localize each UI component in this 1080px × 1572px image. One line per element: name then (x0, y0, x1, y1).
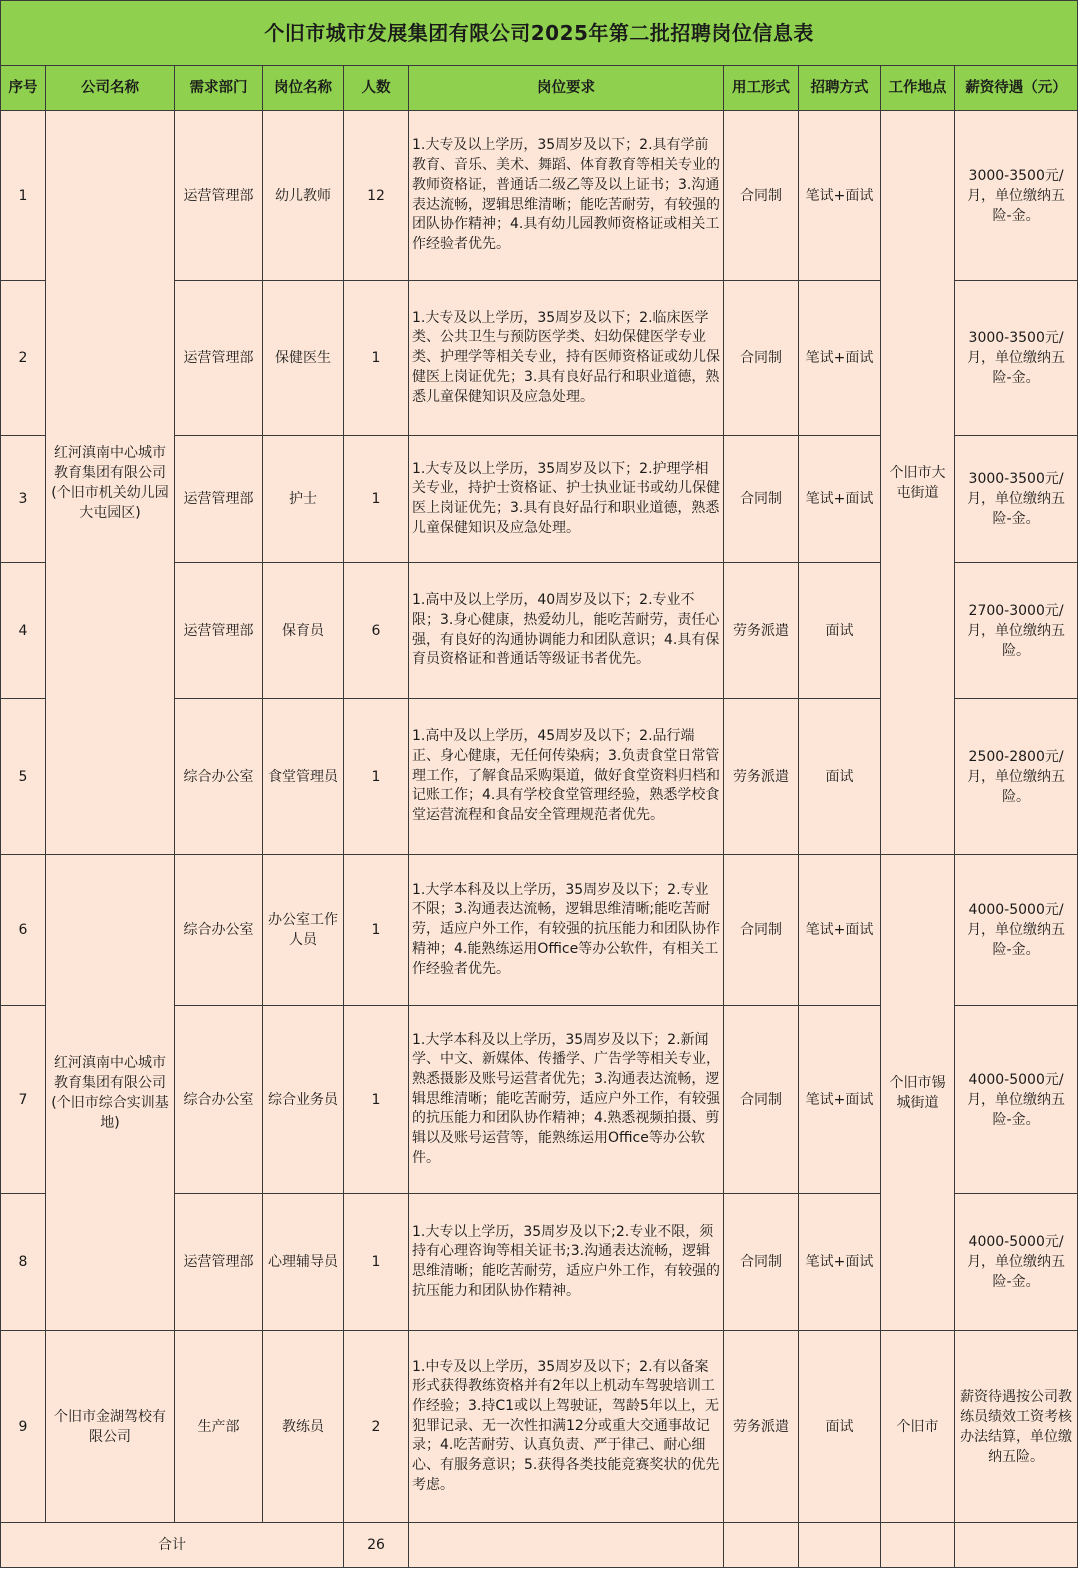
table-title: 个旧市城市发展集团有限公司2025年第二批招聘岗位信息表 (1, 1, 1078, 66)
row-method: 面试 (799, 563, 881, 699)
total-empty (724, 1523, 799, 1568)
row-no: 1 (1, 111, 46, 281)
row-requirements: 1.中专及以上学历，35周岁及以下；2.有以备案形式获得教练资格并有2年以上机动车驾驶培训工作经验；3.持C1或以上驾驶证，驾龄5年以上，无犯罪记录、无一次性扣满12分或重大交通事故记录；4.吃苦耐劳、认真负责、严于律己、耐心细心、有服务意识；5.获得各类技能竞赛奖状的优先考虑。 (409, 1331, 724, 1523)
row-employment: 劳务派遣 (724, 699, 799, 855)
row-salary: 3000-3500元/月，单位缴纳五险-金。 (955, 111, 1078, 281)
row-no: 5 (1, 699, 46, 855)
row-dept: 综合办公室 (175, 1006, 263, 1194)
header-method: 招聘方式 (799, 66, 881, 111)
row-dept: 生产部 (175, 1331, 263, 1523)
row-salary: 4000-5000元/月，单位缴纳五险-金。 (955, 1006, 1078, 1194)
row-post: 综合业务员 (263, 1006, 344, 1194)
row-dept: 运营管理部 (175, 111, 263, 281)
row-post: 食堂管理员 (263, 699, 344, 855)
row-count: 1 (344, 436, 409, 563)
row-employment: 合同制 (724, 1006, 799, 1194)
header-salary: 薪资待遇（元） (955, 66, 1078, 111)
row-method: 面试 (799, 699, 881, 855)
header-employment: 用工形式 (724, 66, 799, 111)
row-post: 教练员 (263, 1331, 344, 1523)
row-salary: 4000-5000元/月，单位缴纳五险-金。 (955, 855, 1078, 1006)
row-no: 8 (1, 1194, 46, 1331)
row-method: 笔试+面试 (799, 1194, 881, 1331)
row-dept: 运营管理部 (175, 436, 263, 563)
row-dept: 运营管理部 (175, 281, 263, 436)
row-requirements: 1.大专以上学历，35周岁及以下;2.专业不限，须持有心理咨询等相关证书;3.沟通表达流畅，逻辑思维清晰；能吃苦耐劳，适应户外工作，有较强的抗压能力和团队协作精神。 (409, 1194, 724, 1331)
header-dept: 需求部门 (175, 66, 263, 111)
row-no: 4 (1, 563, 46, 699)
row-requirements: 1.大专及以上学历，35周岁及以下；2.护理学相关专业，持护士资格证、护士执业证书或幼儿保健医上岗证优先；3.具有良好品行和职业道德，熟悉儿童保健知识及应急处理。 (409, 436, 724, 563)
row-post: 护士 (263, 436, 344, 563)
header-no: 序号 (1, 66, 46, 111)
row-salary: 3000-3500元/月，单位缴纳五险-金。 (955, 281, 1078, 436)
work-location: 个旧市 (881, 1331, 955, 1523)
work-location: 个旧市锡城街道 (881, 855, 955, 1331)
row-count: 1 (344, 1194, 409, 1331)
work-location: 个旧市大屯街道 (881, 111, 955, 855)
row-no: 2 (1, 281, 46, 436)
row-requirements: 1.大学本科及以上学历，35周岁及以下；2.新闻学、中文、新媒体、传播学、广告学等相关专业，熟悉摄影及账号运营者优先；3.沟通表达流畅，逻辑思维清晰；能吃苦耐劳，适应户外工作，有较强的抗压能力和团队协作精神；4.熟悉视频拍摄、剪辑以及账号运营等，能熟练运用Office等办公软件。 (409, 1006, 724, 1194)
row-employment: 合同制 (724, 1194, 799, 1331)
row-employment: 劳务派遣 (724, 563, 799, 699)
row-employment: 合同制 (724, 436, 799, 563)
row-count: 6 (344, 563, 409, 699)
total-count: 26 (344, 1523, 409, 1568)
total-row (1, 1523, 1078, 1568)
row-count: 1 (344, 855, 409, 1006)
row-requirements: 1.大专及以上学历，35周岁及以下；2.临床医学类、公共卫生与预防医学类、妇幼保健医学专业类、护理学等相关专业，持有医师资格证或幼儿保健医上岗证优先；3.具有良好品行和职业道德，熟悉儿童保健知识及应急处理。 (409, 281, 724, 436)
row-salary: 2700-3000元/月，单位缴纳五险。 (955, 563, 1078, 699)
company-name: 红河滇南中心城市教育集团有限公司(个旧市综合实训基地) (46, 855, 175, 1331)
row-no: 6 (1, 855, 46, 1006)
row-dept: 综合办公室 (175, 855, 263, 1006)
row-post: 心理辅导员 (263, 1194, 344, 1331)
row-salary: 3000-3500元/月，单位缴纳五险-金。 (955, 436, 1078, 563)
row-salary: 4000-5000元/月，单位缴纳五险-金。 (955, 1194, 1078, 1331)
table-row (1, 1331, 1078, 1523)
row-post: 保育员 (263, 563, 344, 699)
company-name: 个旧市金湖驾校有限公司 (46, 1331, 175, 1523)
row-salary: 2500-2800元/月，单位缴纳五险。 (955, 699, 1078, 855)
row-dept: 综合办公室 (175, 699, 263, 855)
table-row (1, 111, 1078, 281)
total-label: 合计 (1, 1523, 344, 1568)
row-employment: 劳务派遣 (724, 1331, 799, 1523)
row-employment: 合同制 (724, 855, 799, 1006)
total-empty (955, 1523, 1078, 1568)
row-method: 笔试+面试 (799, 436, 881, 563)
header-location: 工作地点 (881, 66, 955, 111)
total-empty (409, 1523, 724, 1568)
row-no: 3 (1, 436, 46, 563)
row-requirements: 1.大专及以上学历，35周岁及以下；2.具有学前教育、音乐、美术、舞蹈、体育教育等相关专业的教师资格证，普通话二级乙等及以上证书；3.沟通表达流畅，逻辑思维清晰；能吃苦耐劳，有较强的团队协作精神；4.具有幼儿园教师资格证或相关工作经验者优先。 (409, 111, 724, 281)
row-requirements: 1.高中及以上学历，40周岁及以下；2.专业不限；3.身心健康，热爱幼儿，能吃苦耐劳，责任心强，有良好的沟通协调能力和团队意识；4.具有保育员资格证和普通话等级证书者优先。 (409, 563, 724, 699)
header-row (1, 66, 1078, 111)
header-requirements: 岗位要求 (409, 66, 724, 111)
header-post: 岗位名称 (263, 66, 344, 111)
row-method: 笔试+面试 (799, 281, 881, 436)
row-count: 2 (344, 1331, 409, 1523)
row-requirements: 1.大学本科及以上学历，35周岁及以下；2.专业不限；3.沟通表达流畅，逻辑思维清晰;能吃苦耐劳，适应户外工作，有较强的抗压能力和团队协作精神；4.能熟练运用Office等办公软件，有相关工作经验者优先。 (409, 855, 724, 1006)
row-requirements: 1.高中及以上学历，45周岁及以下；2.品行端正、身心健康，无任何传染病；3.负责食堂日常管理工作，了解食品采购渠道，做好食堂资料归档和记账工作；4.具有学校食堂管理经验，熟悉学校食堂运营流程和食品安全管理规范者优先。 (409, 699, 724, 855)
row-method: 笔试+面试 (799, 1006, 881, 1194)
row-method: 笔试+面试 (799, 855, 881, 1006)
row-employment: 合同制 (724, 111, 799, 281)
total-empty (799, 1523, 881, 1568)
company-name: 红河滇南中心城市教育集团有限公司(个旧市机关幼儿园大屯园区) (46, 111, 175, 855)
row-count: 12 (344, 111, 409, 281)
total-empty (881, 1523, 955, 1568)
row-employment: 合同制 (724, 281, 799, 436)
row-post: 保健医生 (263, 281, 344, 436)
row-dept: 运营管理部 (175, 1194, 263, 1331)
row-no: 9 (1, 1331, 46, 1523)
row-count: 1 (344, 699, 409, 855)
row-post: 幼儿教师 (263, 111, 344, 281)
row-method: 面试 (799, 1331, 881, 1523)
row-no: 7 (1, 1006, 46, 1194)
row-method: 笔试+面试 (799, 111, 881, 281)
row-dept: 运营管理部 (175, 563, 263, 699)
row-count: 1 (344, 281, 409, 436)
header-company: 公司名称 (46, 66, 175, 111)
row-post: 办公室工作人员 (263, 855, 344, 1006)
table-row (1, 855, 1078, 1006)
row-count: 1 (344, 1006, 409, 1194)
row-salary: 薪资待遇按公司教练员绩效工资考核办法结算，单位缴纳五险。 (955, 1331, 1078, 1523)
header-count: 人数 (344, 66, 409, 111)
